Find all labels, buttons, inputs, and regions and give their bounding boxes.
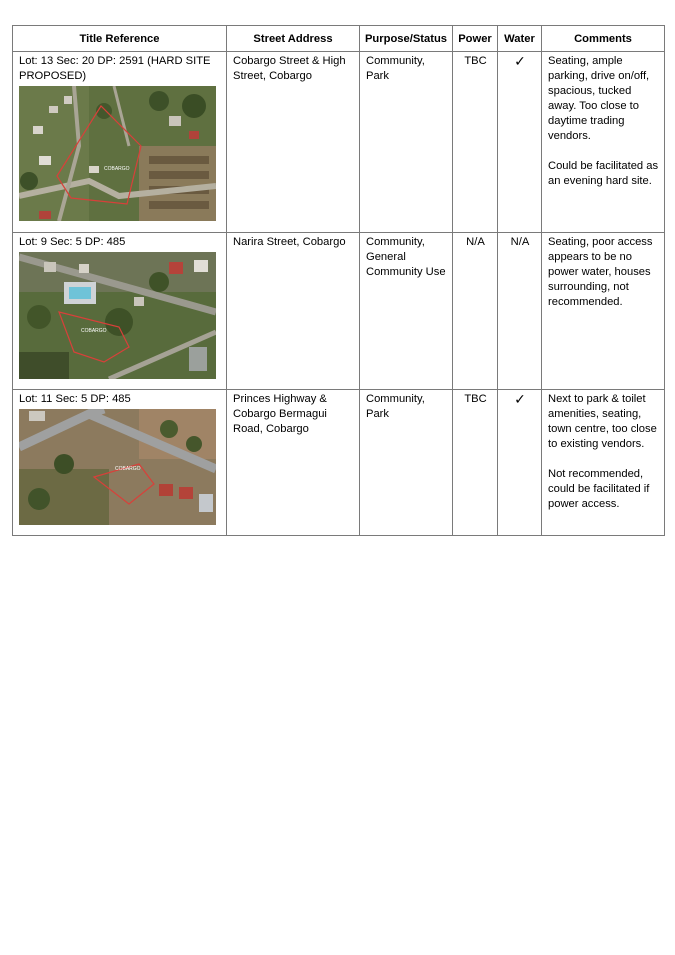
- comments-cell: [542, 390, 665, 536]
- aerial-label: COBARGO: [104, 166, 130, 172]
- purpose-status-cell: Community, Park: [360, 52, 453, 233]
- power-cell: TBC: [453, 390, 498, 536]
- sites-table: [12, 25, 665, 536]
- col-header-street-address: Street Address: [227, 26, 360, 52]
- aerial-photo-site-1: [19, 86, 216, 221]
- aerial-label: COBARGO: [115, 466, 141, 472]
- power-cell: N/A: [453, 233, 498, 390]
- water-cell: N/A: [498, 233, 542, 390]
- col-header-comments: Comments: [542, 26, 665, 52]
- comment-paragraph: Seating, poor access appears to be no power water, houses surrounding, not recommended.: [548, 236, 653, 308]
- water-cell: ✓: [498, 52, 542, 233]
- table-row: [13, 52, 665, 233]
- aerial-photo-site-2: [19, 252, 216, 379]
- comment-paragraph: Not recommended, could be facilitated if power access.: [548, 468, 650, 510]
- title-reference-text: Lot: 9 Sec: 5 DP: 485: [19, 236, 126, 248]
- comments-cell: [542, 233, 665, 390]
- aerial-photo-site-3: [19, 409, 216, 525]
- title-reference-text: Lot: 13 Sec: 20 DP: 2591 (HARD SITE PROPOSED): [19, 55, 211, 82]
- comment-paragraph: Seating, ample parking, drive on/off, spacious, tucked away. Too close to daytime trading vendors.: [548, 55, 650, 142]
- title-reference-cell: [13, 390, 227, 536]
- col-header-power: Power: [453, 26, 498, 52]
- water-cell: ✓: [498, 390, 542, 536]
- col-header-purpose-status: Purpose/Status: [360, 26, 453, 52]
- title-reference-text: Lot: 11 Sec: 5 DP: 485: [19, 393, 131, 405]
- comment-paragraph: Could be facilitated as an evening hard site.: [548, 160, 659, 187]
- purpose-status-cell: Community, General Community Use: [360, 233, 453, 390]
- table-row: [13, 390, 665, 536]
- aerial-label: COBARGO: [81, 328, 107, 334]
- aerial-photo: [19, 252, 216, 379]
- comments-cell: [542, 52, 665, 233]
- street-address-cell: Cobargo Street & High Street, Cobargo: [227, 52, 360, 233]
- col-header-water: Water: [498, 26, 542, 52]
- street-address-cell: Princes Highway & Cobargo Bermagui Road, Cobargo: [227, 390, 360, 536]
- table-row: [13, 233, 665, 390]
- aerial-photo: [19, 409, 216, 525]
- purpose-status-cell: Community, Park: [360, 390, 453, 536]
- title-reference-cell: [13, 233, 227, 390]
- street-address-cell: Narira Street, Cobargo: [227, 233, 360, 390]
- title-reference-cell: [13, 52, 227, 233]
- comment-paragraph: Next to park & toilet amenities, seating, town centre, too close to existing vendors.: [548, 393, 657, 450]
- header-row: [13, 26, 665, 52]
- col-header-title-reference: Title Reference: [13, 26, 227, 52]
- power-cell: TBC: [453, 52, 498, 233]
- aerial-photo: [19, 86, 216, 221]
